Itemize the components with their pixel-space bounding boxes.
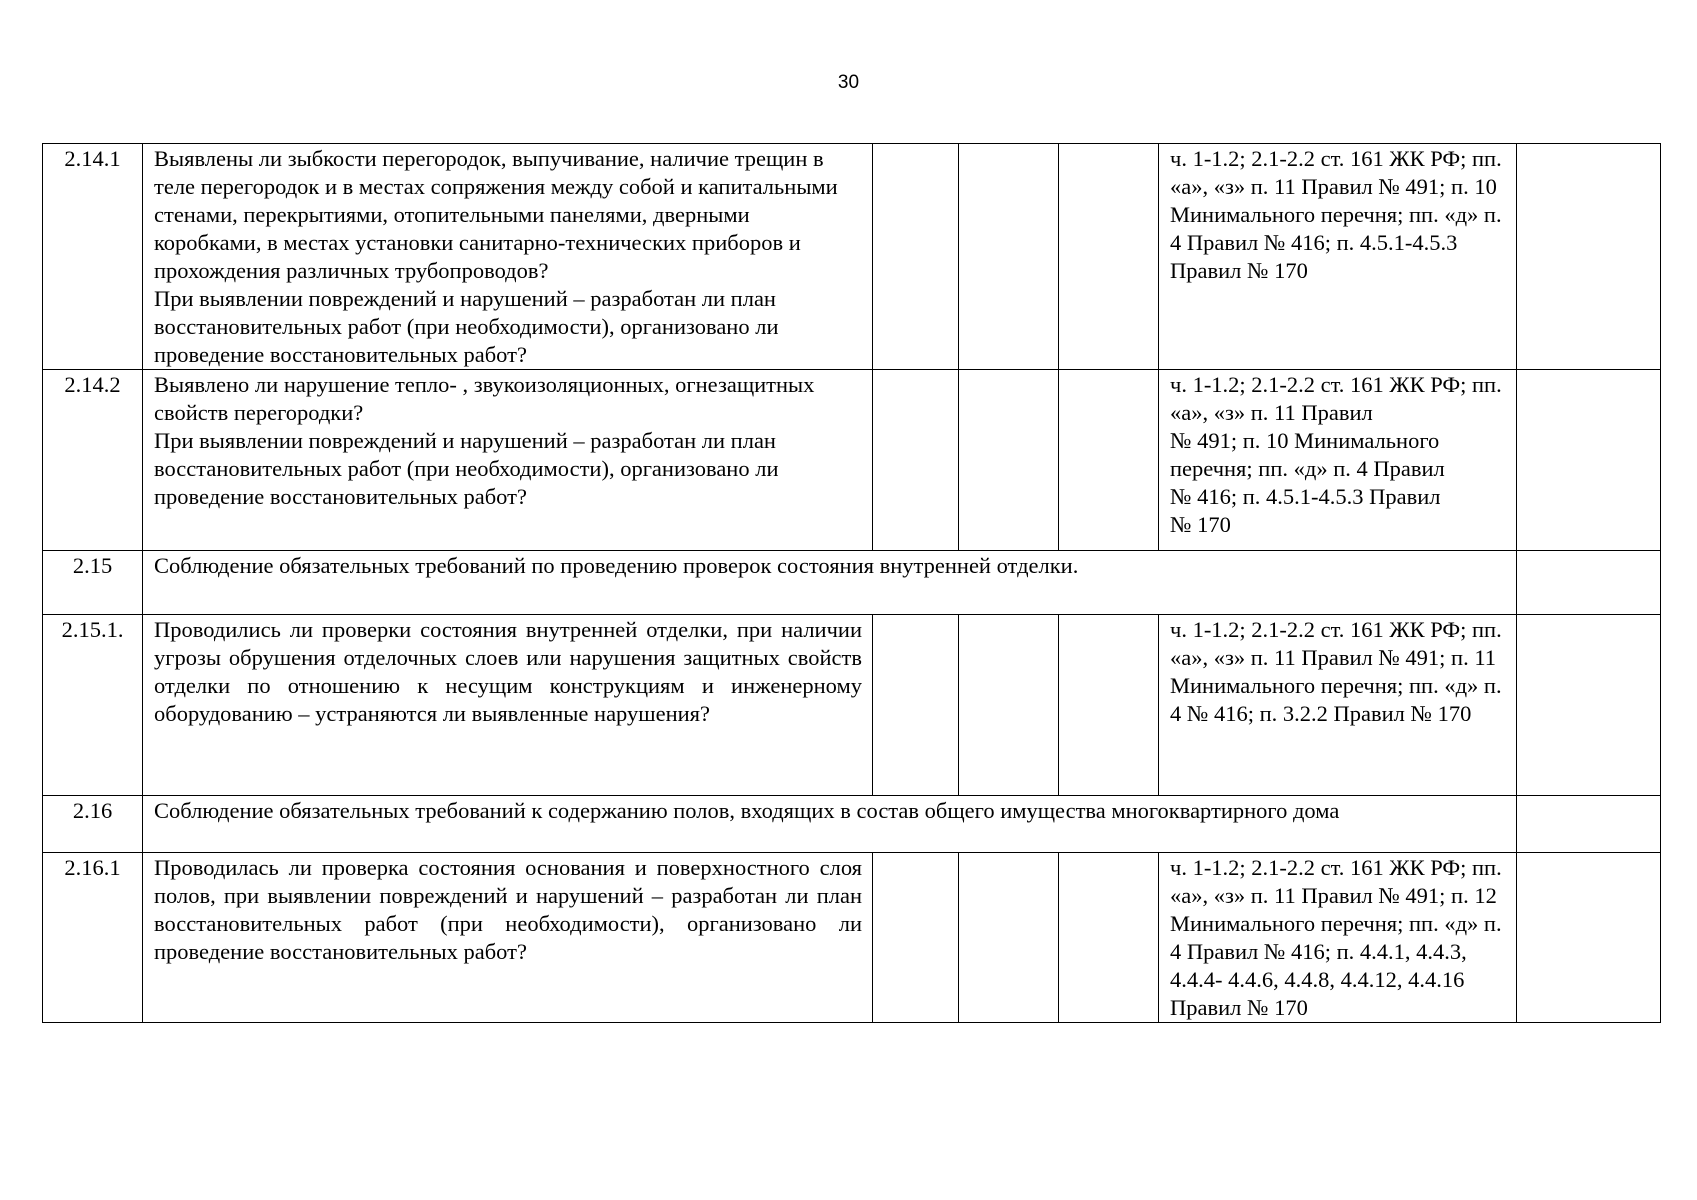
question-text: Выявлено ли нарушение тепло- , звукоизоляционных, огнезащитных свойств перегородки? При выявлении повреждений и нарушений – разработан ли план восстановительных работ (при необходимости), организовано ли проведение восстановительных работ? xyxy=(143,370,873,551)
answer-cell-yes[interactable] xyxy=(873,615,959,796)
checklist-table xyxy=(42,143,1661,1023)
question-text: Проводились ли проверки состояния внутренней отделки, при наличии угрозы обрушения отделочных слоев или нарушения защитных свойств отделки по отношению к несущим конструкциям и инженерному оборудованию – устраняются ли выявленные нарушения? xyxy=(143,615,873,796)
answer-cell-no[interactable] xyxy=(959,144,1059,370)
legal-reference: ч. 1-1.2; 2.1-2.2 ст. 161 ЖК РФ; пп. «а», «з» п. 11 Правил № 491; п. 11 Минимального перечня; пп. «д» п. 4 № 416; п. 3.2.2 Правил № 170 xyxy=(1159,615,1517,796)
notes-cell[interactable] xyxy=(1517,796,1661,853)
notes-cell[interactable] xyxy=(1517,551,1661,615)
row-number: 2.14.1 xyxy=(43,144,143,370)
legal-reference: ч. 1-1.2; 2.1-2.2 ст. 161 ЖК РФ; пп. «а», «з» п. 11 Правил № 491; п. 10 Минимального перечня; пп. «д» п. 4 Правил № 416; п. 4.5.1-4.5.3 Правил № 170 xyxy=(1159,144,1517,370)
answer-cell-no[interactable] xyxy=(959,615,1059,796)
answer-cell-not-applicable[interactable] xyxy=(1059,144,1159,370)
legal-reference: ч. 1-1.2; 2.1-2.2 ст. 161 ЖК РФ; пп. «а», «з» п. 11 Правил № 491; п. 12 Минимального перечня; пп. «д» п. 4 Правил № 416; п. 4.4.1, 4.4.3, 4.4.4- 4.4.6, 4.4.8, 4.4.12, 4.4.16 Правил № 170 xyxy=(1159,853,1517,1023)
table-row xyxy=(43,853,1661,1023)
section-number: 2.16 xyxy=(43,796,143,853)
notes-cell[interactable] xyxy=(1517,370,1661,551)
section-row xyxy=(43,796,1661,853)
answer-cell-no[interactable] xyxy=(959,853,1059,1023)
row-number: 2.14.2 xyxy=(43,370,143,551)
notes-cell[interactable] xyxy=(1517,853,1661,1023)
section-number: 2.15 xyxy=(43,551,143,615)
section-heading: Соблюдение обязательных требований по проведению проверок состояния внутренней отделки. xyxy=(143,551,1517,615)
page-number: 30 xyxy=(837,72,860,93)
answer-cell-not-applicable[interactable] xyxy=(1059,853,1159,1023)
answer-cell-not-applicable[interactable] xyxy=(1059,370,1159,551)
notes-cell[interactable] xyxy=(1517,615,1661,796)
question-text: Проводилась ли проверка состояния основания и поверхностного слоя полов, при выявлении повреждений и нарушений – разработан ли план восстановительных работ (при необходимости), организовано ли проведение восстановительных работ? xyxy=(143,853,873,1023)
row-number: 2.15.1. xyxy=(43,615,143,796)
section-heading: Соблюдение обязательных требований к содержанию полов, входящих в состав общего имущества многоквартирного дома xyxy=(143,796,1517,853)
answer-cell-yes[interactable] xyxy=(873,144,959,370)
table-row xyxy=(43,144,1661,370)
answer-cell-yes[interactable] xyxy=(873,853,959,1023)
row-number: 2.16.1 xyxy=(43,853,143,1023)
table-row xyxy=(43,370,1661,551)
answer-cell-not-applicable[interactable] xyxy=(1059,615,1159,796)
notes-cell[interactable] xyxy=(1517,144,1661,370)
question-text: Выявлены ли зыбкости перегородок, выпучивание, наличие трещин в теле перегородок и в местах сопряжения между собой и капитальными стенами, перекрытиями, отопительными панелями, дверными коробками, в местах установки санитарно-технических приборов и прохождения различных трубопроводов? При выявлении повреждений и нарушений – разработан ли план восстановительных работ (при необходимости), организовано ли проведение восстановительных работ? xyxy=(143,144,873,370)
table-row xyxy=(43,615,1661,796)
answer-cell-no[interactable] xyxy=(959,370,1059,551)
answer-cell-yes[interactable] xyxy=(873,370,959,551)
section-row xyxy=(43,551,1661,615)
legal-reference: ч. 1-1.2; 2.1-2.2 ст. 161 ЖК РФ; пп. «а», «з» п. 11 Правил № 491; п. 10 Минимального перечня; пп. «д» п. 4 Правил № 416; п. 4.5.1-4.5.3 Правил № 170 xyxy=(1159,370,1517,551)
